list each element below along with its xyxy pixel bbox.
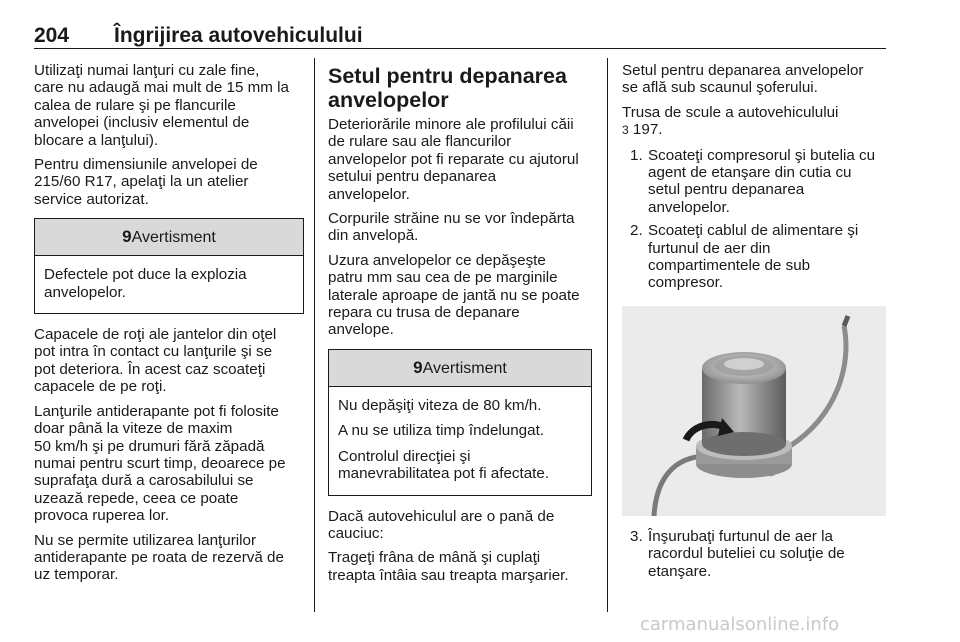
header-divider: [34, 48, 886, 49]
paragraph: Dacă autovehiculul are o pană de cauciuc:: [328, 507, 555, 542]
steps-list: [622, 528, 890, 580]
step-number: 2.: [630, 222, 643, 240]
step-text: Scoateţi compresorul şi butelia cu agent de etanşare din cutia cu setul pentru depanarea anvelopelor.: [648, 146, 876, 216]
sealant-bottle-icon: [622, 306, 886, 516]
paragraph: Pentru dimensiunile anvelopei de 215/60 R17, apelaţi la un atelier service autorizat.: [34, 156, 258, 208]
page-title: Îngrijirea autovehiculului: [114, 24, 363, 47]
warning-header: [329, 350, 591, 387]
warning-text: A nu se utiliza timp îndelungat.: [338, 422, 545, 440]
step-text: Scoateţi cablul de alimentare şi furtunul de aer din compartimentele de sub compresor.: [648, 222, 859, 292]
warning-box: [328, 349, 592, 496]
column-middle: [328, 62, 592, 591]
section-heading: Setul pentru depanarea anvelopelor: [328, 64, 567, 112]
warning-text: Controlul direcţiei şi manevrabilitatea pot fi afectate.: [338, 447, 550, 483]
step-number: 1.: [630, 146, 643, 164]
paragraph: Utilizaţi numai lanţuri cu zale fine, care nu adaugă mai mult de 15 mm la calea de rulare şi pe flancurile anvelopei (inclusiv elementul de blocare a lanţului).: [34, 62, 289, 149]
warning-icon: 9: [122, 227, 132, 247]
warning-text: Nu depăşiţi viteza de 80 km/h.: [338, 396, 542, 414]
paragraph-text: Trusa de scule a autovehiculului: [622, 103, 839, 121]
steps-list: [622, 147, 890, 292]
paragraph: Capacele de roţi ale jantelor din oţel pot intra în contact cu lanţurile şi se pot deteriora. În acest caz scoateţi capacele de pe roţi.: [34, 326, 277, 396]
warning-body: [35, 256, 303, 313]
column-left: [34, 62, 304, 591]
page-reference[interactable]: 197.: [632, 121, 663, 139]
warning-title: Avertisment: [131, 229, 216, 247]
column-right: [622, 62, 890, 586]
paragraph: Deteriorările minore ale profilului căii de rulare sau ale flancurilor anvelopelor pot fi reparate cu ajutorul setului pentru depanarea anvelopelor.: [328, 116, 579, 203]
warning-title: Avertisment: [422, 359, 507, 377]
page-number: 204: [34, 24, 70, 47]
warning-icon: 9: [413, 357, 423, 377]
warning-text: Defectele pot duce la explozia anvelopelor.: [44, 266, 247, 301]
warning-header: [35, 219, 303, 256]
list-item: [622, 147, 890, 217]
page-header: [34, 20, 886, 48]
paragraph: [622, 104, 890, 140]
list-item: [622, 222, 890, 292]
compressor-illustration: [622, 306, 886, 516]
paragraph: Nu se permite utilizarea lanţurilor antiderapante pe roata de rezervă de uz temporar.: [34, 531, 284, 584]
warning-box: [34, 218, 304, 314]
paragraph: Uzura anvelopelor ce depăşeşte patru mm sau cea de pe marginile laterale aproape de jantă nu se poate repara cu trusa de depanare anvelope.: [328, 251, 580, 339]
page-reference-icon: 3: [622, 123, 629, 138]
column-divider: [314, 58, 315, 612]
paragraph: Lanţurile antiderapante pot fi folosite doar până la viteze de maxim 50 km/h şi pe drumuri fără zăpadă numai pentru scurt timp, deoarece pe suprafaţa dură a carosabilului se uzează repede, ceea ce poate provoca ruperea lor.: [34, 402, 286, 525]
step-text: Înşurubaţi furtunul de aer la racordul buteliei cu soluţie de etanşare.: [648, 527, 845, 580]
list-item: [622, 528, 890, 580]
paragraph: Trageţi frâna de mână şi cuplaţi treapta întâia sau treapta marşarier.: [328, 549, 569, 584]
watermark: carmanualsonline.info: [640, 614, 840, 635]
column-divider: [607, 58, 608, 612]
warning-body: [329, 387, 591, 495]
step-number: 3.: [630, 527, 643, 545]
paragraph: Corpurile străine nu se vor îndepărta din anvelopă.: [328, 210, 575, 245]
paragraph: Setul pentru depanarea anvelopelor se află sub scaunul şoferului.: [622, 62, 864, 97]
